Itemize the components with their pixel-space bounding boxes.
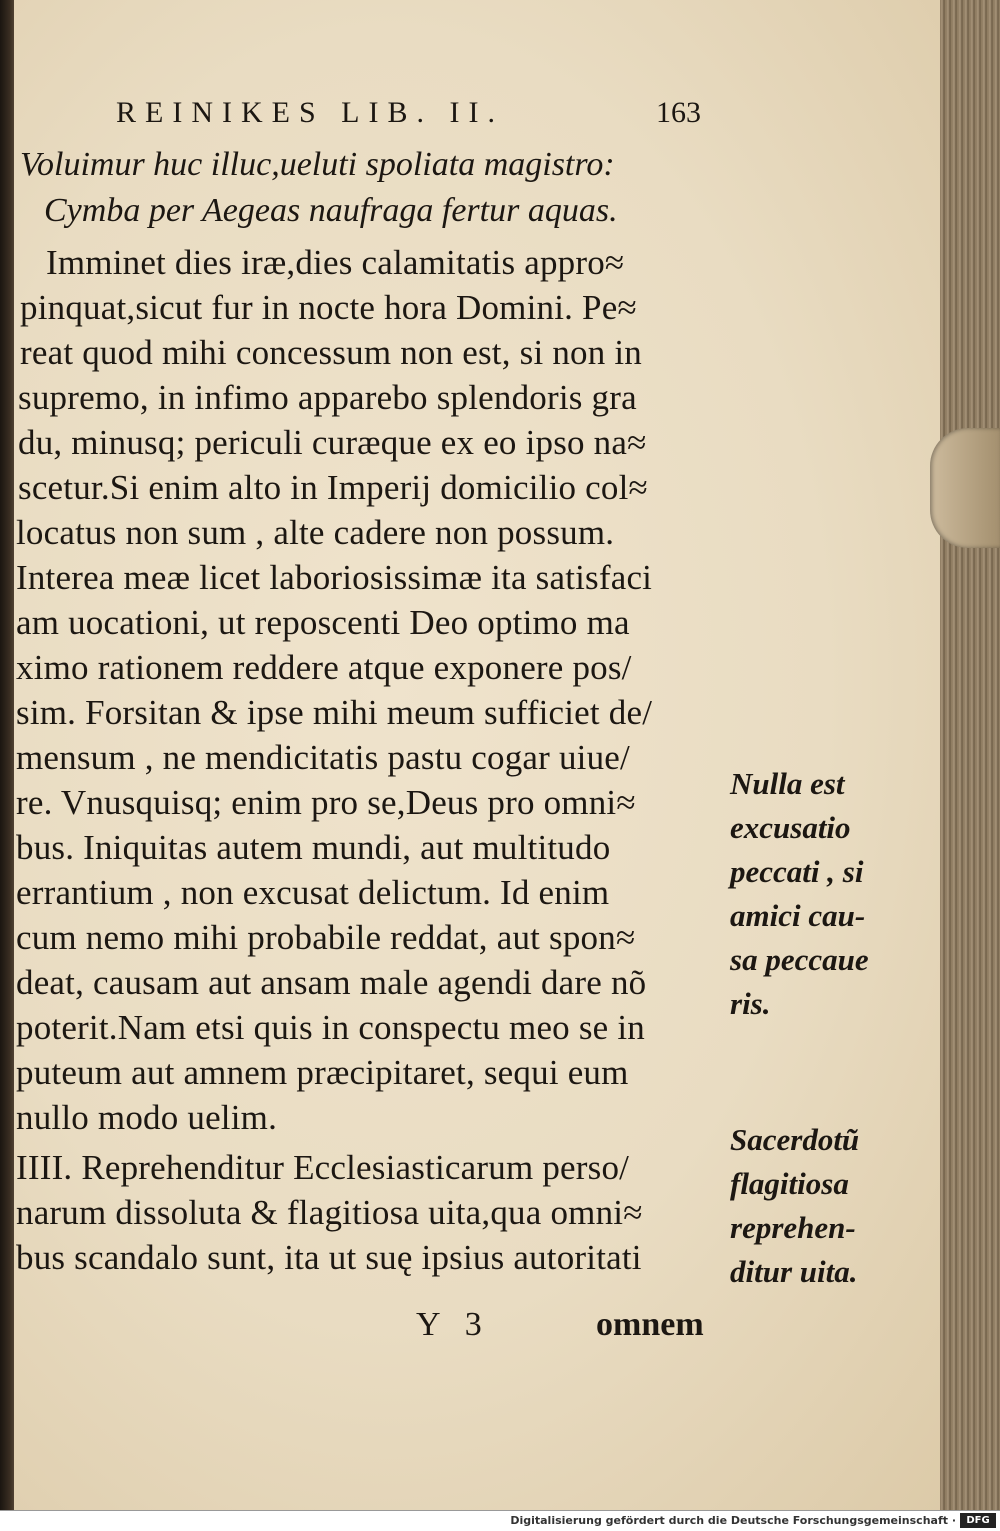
margin-note-line: flagitiosa bbox=[730, 1166, 849, 1201]
margin-note-line: peccati , si bbox=[730, 854, 864, 889]
body-line: re. Vnusquisq; enim pro se,Deus pro omni≈ bbox=[16, 783, 636, 822]
body-line: deat, causam aut ansam male agendi dare nõ bbox=[16, 963, 647, 1002]
footer-bar bbox=[0, 1510, 1000, 1531]
catchword: omnem bbox=[596, 1306, 704, 1343]
body-line: reat quod mihi concessum non est, si non in bbox=[20, 333, 642, 372]
margin-note-sacerdotum bbox=[730, 1118, 859, 1294]
body-line: IIII. Reprehenditur Ecclesiasticarum perso/ bbox=[16, 1148, 630, 1187]
body-line: Imminet dies iræ,dies calamitatis appro≈ bbox=[46, 243, 625, 282]
margin-note-line: sa peccaue bbox=[730, 942, 869, 977]
body-line: du, minusq; periculi curæque ex eo ipso na≈ bbox=[18, 423, 647, 462]
verse-line: Cymba per Aegeas naufraga fertur aquas. bbox=[44, 192, 618, 229]
body-line: am uocationi, ut reposcenti Deo optimo ma bbox=[16, 603, 630, 642]
page-number: 163 bbox=[656, 96, 701, 129]
body-line: cum nemo mihi probabile reddat, aut spon≈ bbox=[16, 918, 636, 957]
body-line: scetur.Si enim alto in Imperij domicilio col≈ bbox=[18, 468, 648, 507]
signature-mark: Y 3 bbox=[416, 1306, 482, 1343]
body-line: pinquat,sicut fur in nocte hora Domini. Pe≈ bbox=[20, 288, 637, 327]
margin-note-line: ris. bbox=[730, 986, 771, 1021]
body-line: nullo modo uelim. bbox=[16, 1098, 278, 1137]
body-line: locatus non sum , alte cadere non possum. bbox=[16, 513, 615, 552]
body-line: puteum aut amnem præcipitaret, sequi eum bbox=[16, 1053, 629, 1092]
body-line: errantium , non excusat delictum. Id enim bbox=[16, 873, 610, 912]
body-line: supremo, in infimo apparebo splendoris gra bbox=[18, 378, 637, 417]
body-line: bus. Iniquitas autem mundi, aut multitudo bbox=[16, 828, 611, 867]
margin-note-line: excusatio bbox=[730, 810, 851, 845]
funding-credit: Digitalisierung gefördert durch die Deutsche Forschungsgemeinschaft · bbox=[510, 1514, 956, 1527]
margin-note-line: amici cau- bbox=[730, 898, 866, 933]
margin-note-line: Sacerdotũ bbox=[730, 1122, 860, 1157]
body-line: bus scandalo sunt, ita ut suę ipsius autoritati bbox=[16, 1238, 642, 1277]
margin-note-line: ditur uita. bbox=[730, 1254, 858, 1289]
page-edges bbox=[940, 0, 1000, 1510]
body-line: poterit.Nam etsi quis in conspectu meo se in bbox=[16, 1008, 645, 1047]
body-line: mensum , ne mendicitatis pastu cogar uiue/ bbox=[16, 738, 630, 777]
body-line: Interea meæ licet laboriosissimæ ita satisfaci bbox=[16, 558, 653, 597]
margin-note-excusatio bbox=[730, 762, 869, 1026]
dfg-logo-icon: DFG bbox=[960, 1513, 996, 1528]
body-line: ximo rationem reddere atque exponere pos/ bbox=[16, 648, 632, 687]
running-title: REINIKES LIB. II. bbox=[116, 96, 504, 129]
margin-note-line: reprehen- bbox=[730, 1210, 856, 1245]
book-clasp bbox=[930, 428, 1000, 548]
body-line: sim. Forsitan & ipse mihi meum sufficiet de/ bbox=[16, 693, 653, 732]
verse-line: Voluimur huc illuc,ueluti spoliata magistro: bbox=[20, 146, 615, 183]
margin-note-line: Nulla est bbox=[730, 766, 845, 801]
body-line: narum dissoluta & flagitiosa uita,qua omni≈ bbox=[16, 1193, 643, 1232]
